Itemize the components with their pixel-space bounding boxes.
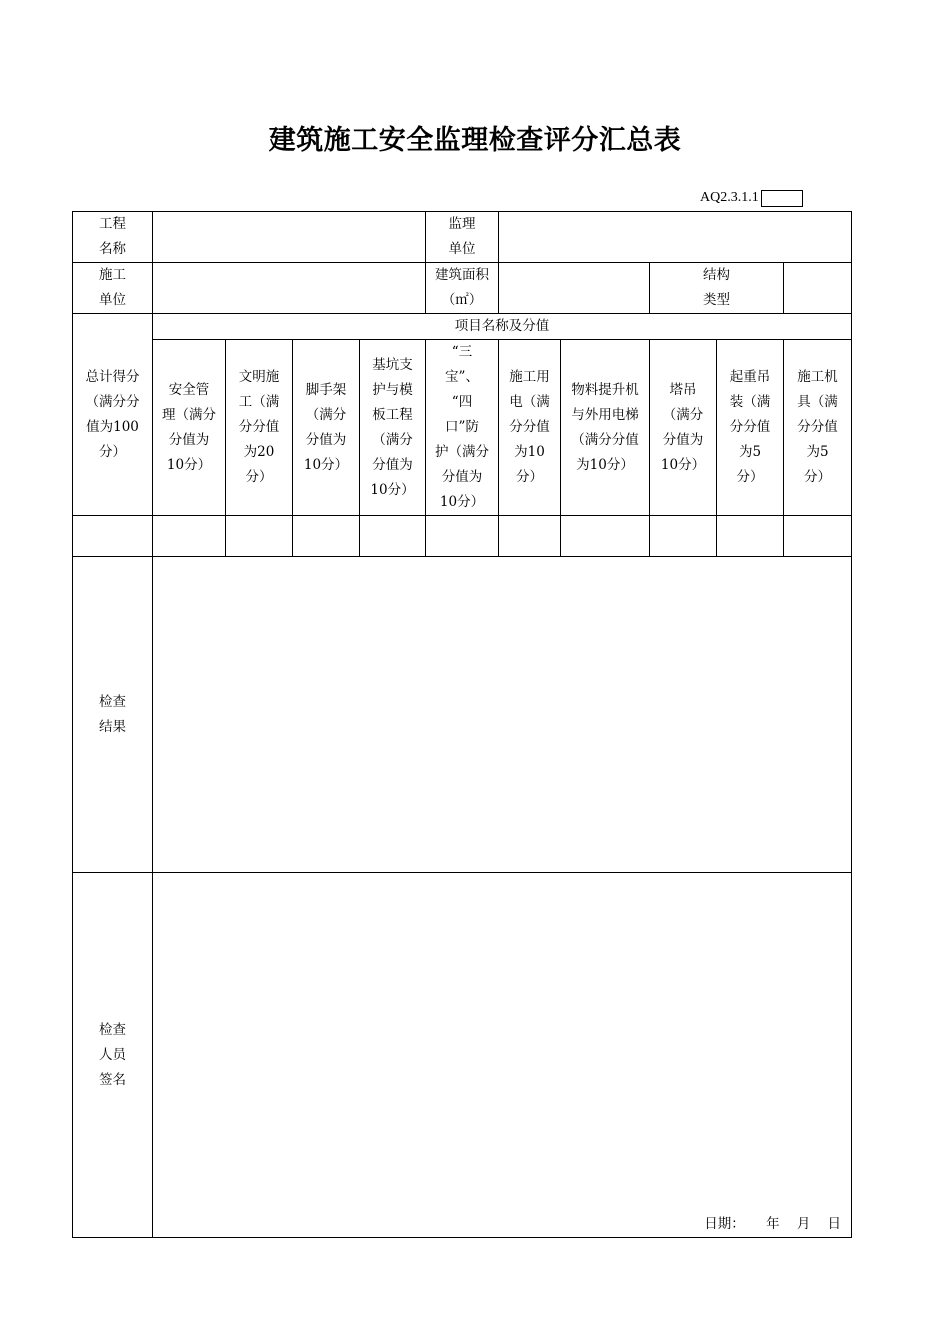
project-name-field[interactable]: [153, 212, 426, 263]
building-area-label: 建筑面积 （㎡）: [426, 263, 499, 314]
score-field-construction-machinery[interactable]: [784, 516, 852, 557]
score-field-scaffolding[interactable]: [293, 516, 360, 557]
construction-row: [73, 263, 852, 314]
group-header-row: [73, 314, 852, 340]
score-field-material-hoist-elevator[interactable]: [561, 516, 650, 557]
form-code-text: AQ2.3.1.1: [700, 190, 759, 205]
score-row: [73, 516, 852, 557]
inspector-signature-label: 检查 人员 签名: [73, 873, 153, 1238]
inspection-result-label: 检查 结果: [73, 557, 153, 873]
inspection-result-field[interactable]: [153, 557, 852, 873]
signature-row: [73, 873, 852, 1238]
score-field-foundation-formwork[interactable]: [360, 516, 426, 557]
score-field-safety-management[interactable]: [153, 516, 226, 557]
structure-type-field[interactable]: [784, 263, 852, 314]
score-field-construction-electricity[interactable]: [499, 516, 561, 557]
structure-type-label: 结构 类型: [650, 263, 784, 314]
inspector-signature-field[interactable]: [153, 873, 852, 1238]
project-row: [73, 212, 852, 263]
form-title: 建筑施工安全监理检查评分汇总表: [268, 125, 682, 156]
item-header-construction-machinery: 施工机 具（满 分分值 为5 分）: [784, 340, 852, 516]
signature-date: 日期： 年 月 日: [704, 1216, 841, 1232]
inspection-result-row: [73, 557, 852, 873]
item-header-row: [73, 340, 852, 516]
total-score-field[interactable]: [73, 516, 153, 557]
item-header-safety-management: 安全管 理（满分 分值为 10分）: [153, 340, 226, 516]
score-field-three-treasures-four-openings[interactable]: [426, 516, 499, 557]
project-name-label: 工程 名称: [73, 212, 153, 263]
construction-unit-field[interactable]: [153, 263, 426, 314]
item-header-foundation-formwork: 基坑支 护与模 板工程 （满分 分值为 10分）: [360, 340, 426, 516]
score-field-tower-crane[interactable]: [650, 516, 717, 557]
item-header-material-hoist-elevator: 物料提升机 与外用电梯 （满分分值 为10分）: [561, 340, 650, 516]
item-header-tower-crane: 塔吊 （满分 分值为 10分）: [650, 340, 717, 516]
item-header-three-treasures-four-openings: “三 宝”、 “四 口”防 护（满分 分值为 10分）: [426, 340, 499, 516]
score-field-lifting-hoisting[interactable]: [717, 516, 784, 557]
item-header-lifting-hoisting: 起重吊 装（满 分分值 为5 分）: [717, 340, 784, 516]
supervision-unit-label: 监理 单位: [426, 212, 499, 263]
score-field-civilized-construction[interactable]: [226, 516, 293, 557]
item-header-civilized-construction: 文明施 工（满 分分值 为20 分）: [226, 340, 293, 516]
summary-form-table: [72, 211, 852, 1238]
total-score-label: 总计得分 （满分分 值为100 分）: [73, 314, 153, 516]
item-header-construction-electricity: 施工用 电（满 分分值 为10 分）: [499, 340, 561, 516]
building-area-field[interactable]: [499, 263, 650, 314]
form-code: [700, 188, 803, 208]
construction-unit-label: 施工 单位: [73, 263, 153, 314]
item-header-scaffolding: 脚手架 （满分 分值为 10分）: [293, 340, 360, 516]
item-group-header: 项目名称及分值: [153, 314, 852, 340]
form-code-box[interactable]: [761, 190, 803, 207]
supervision-unit-field[interactable]: [499, 212, 852, 263]
